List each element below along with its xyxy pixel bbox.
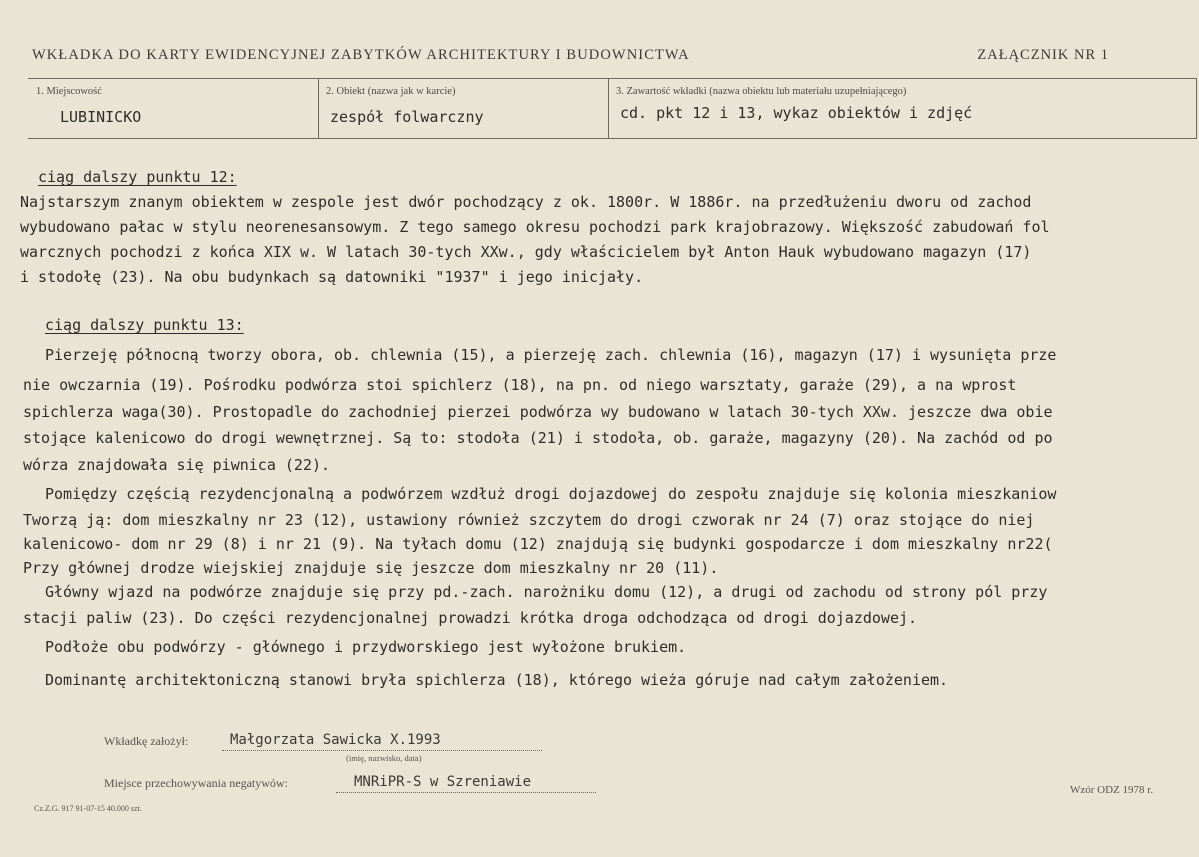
- locality-label: 1. Miejscowość: [36, 86, 102, 97]
- insert-content-label: 3. Zawartość wkładki (nazwa obiektu lub materiału uzupełniającego): [616, 86, 907, 97]
- section-13-line: stojące kalenicowo do drogi wewnętrznej. Są to: stodoła (21) i stodoła, ob. garaże, magazyny (20). Na zachód od po: [23, 429, 1053, 447]
- negatives-value: MNRiPR-S w Szreniawie: [354, 774, 532, 790]
- section-12-line: warcznych pochodzi z końca XIX w. W latach 30-tych XXw., gdy właścicielem był Anton Hauk wybudowano magazyn (17): [20, 243, 1032, 261]
- section-13-line: Główny wjazd na podwórze znajduje się przy pd.-zach. narożniku domu (12), a drugi od zachodu od strony pól przy: [45, 583, 1048, 601]
- negatives-dotted-line: [336, 792, 596, 793]
- insert-content-value: cd. pkt 12 i 13, wykaz obiektów i zdjęć: [620, 104, 973, 122]
- author-value: Małgorzata Sawicka X.1993: [230, 732, 441, 748]
- section-13-line: Podłoże obu podwórzy - głównego i przydworskiego jest wyłożone brukiem.: [45, 638, 687, 656]
- author-label: Wkładkę założył:: [104, 734, 189, 748]
- author-dotted-line: [222, 750, 542, 751]
- section-12-heading: ciąg dalszy punktu 12:: [38, 168, 237, 186]
- locality-value: LUBINICKO: [60, 108, 142, 126]
- section-13-line: stacji paliw (23). Do części rezydencjonalnej prowadzi krótka droga odchodząca od drogi dojazdowej.: [23, 609, 918, 627]
- object-label: 2. Obiekt (nazwa jak w karcie): [326, 86, 456, 97]
- field-box-bottom-rule: [28, 138, 1197, 139]
- print-code: Cz.Z.G. 917 91-07-15 40.000 szt.: [34, 804, 142, 813]
- field-divider-2: [608, 78, 609, 138]
- author-caption: (imię, nazwisko, data): [346, 753, 422, 763]
- form-model-id: Wzór ODZ 1978 r.: [1070, 784, 1154, 796]
- section-13-line: nie owczarnia (19). Pośrodku podwórza stoi spichlerz (18), na pn. od niego warsztaty, garaże (29), a na wprost: [23, 376, 1017, 394]
- annex-number: ZAŁĄCZNIK NR 1: [977, 47, 1109, 63]
- section-13-line: Tworzą ją: dom mieszkalny nr 23 (12), ustawiony również szczytem do drogi czworak nr 24 (7) oraz stojące do niej: [23, 511, 1035, 529]
- section-13-line: wórza znajdowała się piwnica (22).: [23, 456, 331, 474]
- section-12-line: Najstarszym znanym obiektem w zespole jest dwór pochodzący z ok. 1800r. W 1886r. na przedłużeniu dworu od zachod: [20, 193, 1032, 211]
- section-12-line: i stodołę (23). Na obu budynkach są datowniki "1937" i jego inicjały.: [20, 268, 644, 286]
- field-box-top-rule: [28, 78, 1197, 79]
- field-divider-1: [318, 78, 319, 138]
- section-13-line: Pierzeję północną tworzy obora, ob. chlewnia (15), a pierzeję zach. chlewnia (16), magazyn (17) i wysunięta prze: [45, 346, 1057, 364]
- field-box-right-rule: [1196, 78, 1197, 138]
- section-13-line: Pomiędzy częścią rezydencjonalną a podwórzem wzdłuż drogi dojazdowej do zespołu znajduje się kolonia mieszkaniow: [45, 485, 1057, 503]
- section-12-line: wybudowano pałac w stylu neorenesansowym. Z tego samego okresu pochodzi park krajobrazowy. Większość zabudowań fol: [20, 218, 1050, 236]
- section-13-line: spichlerza waga(30). Prostopadle do zachodniej pierzei podwórza wy budowano w latach 30-tych XXw. jeszcze dwa obie: [23, 403, 1053, 421]
- section-13-line: kalenicowo- dom nr 29 (8) i nr 21 (9). Na tyłach domu (12) znajdują się budynki gospodarcze i dom mieszkalny nr22(: [23, 535, 1053, 553]
- negatives-label: Miejsce przechowywania negatywów:: [104, 776, 288, 790]
- object-value: zespół folwarczny: [330, 108, 484, 126]
- form-title: WKŁADKA DO KARTY EWIDENCYJNEJ ZABYTKÓW ARCHITEKTURY I BUDOWNICTWA: [32, 47, 690, 63]
- section-13-line: Przy głównej drodze wiejskiej znajduje się jeszcze dom mieszkalny nr 20 (11).: [23, 559, 719, 577]
- section-13-heading: ciąg dalszy punktu 13:: [45, 316, 244, 334]
- section-13-line: Dominantę architektoniczną stanowi bryła spichlerza (18), którego wieża góruje nad całym założeniem.: [45, 671, 949, 689]
